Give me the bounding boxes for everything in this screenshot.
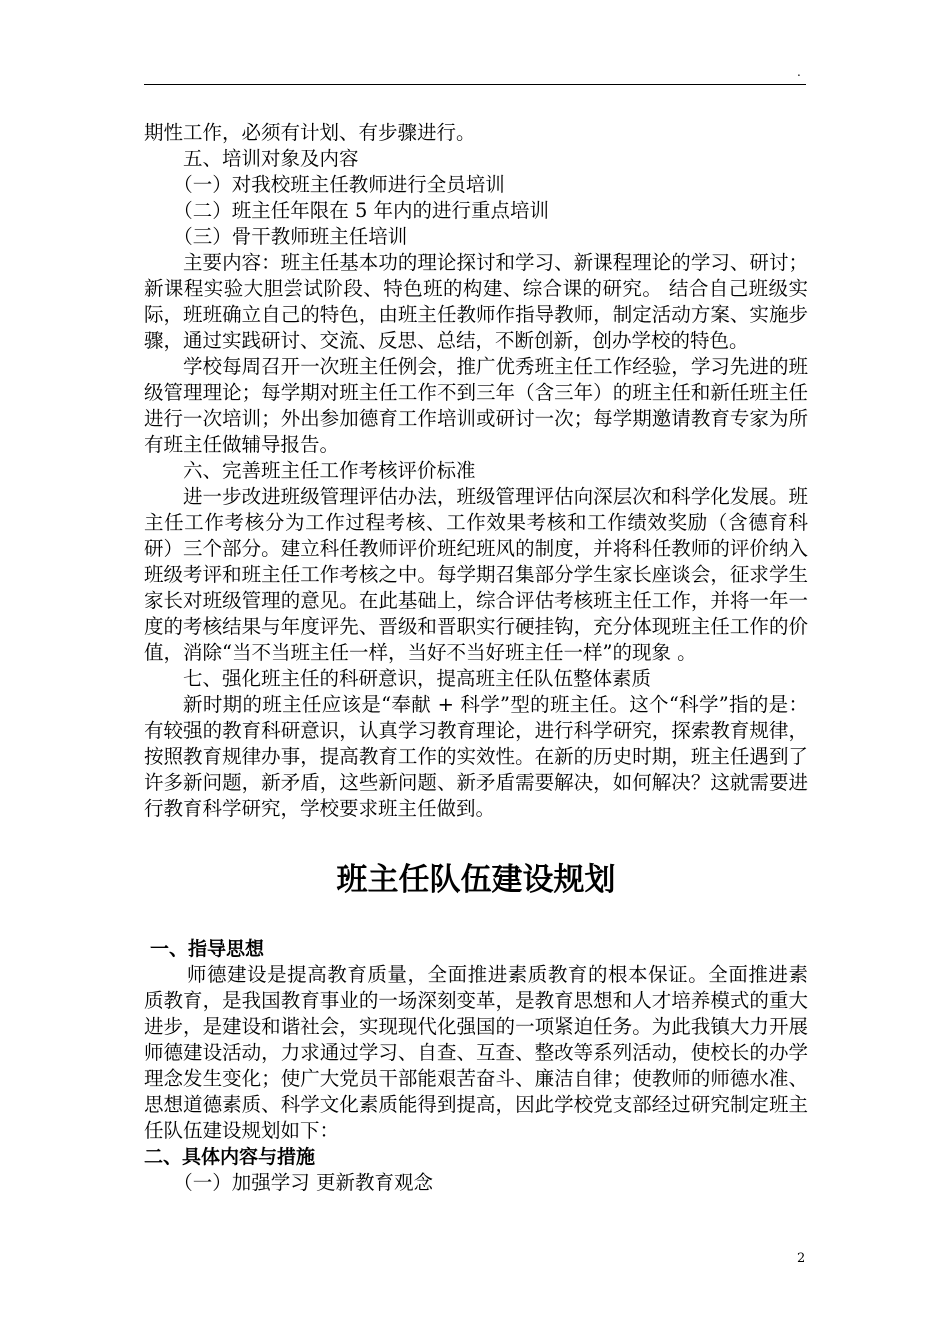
paragraph: 进一步改进班级管理评估办法，班级管理评估向深层次和科学化发展。班主任工作考核分为工作过程考核、工作效果考核和工作绩效奖励（含德育科研）三个部分。建立科任教师评价班纪班风的制度，并将科任教师的评价纳入班级考评和班主任工作考核之中。每学期召集部分学生家长座谈会，征求学生家长对班级管理的意见。在此基础上，综合评估考核班主任工作，并将一年一度的考核结果与年度评先、晋级和晋职实行硬挂钩，充分体现班主任工作的价值，消除“当不当班主任一样，当好不当好班主任一样”的现象 。 <box>144 485 808 664</box>
section-heading-five: 五、培训对象及内容 <box>183 147 359 170</box>
list-item: （一）对我校班主任教师进行全员培训 <box>173 173 505 196</box>
section-heading-seven: 七、强化班主任的科研意识，提高班主任队伍整体素质 <box>183 667 652 690</box>
section-heading-six: 六、完善班主任工作考核评价标准 <box>183 459 476 482</box>
document-body <box>144 120 808 1196</box>
document-title: 班主任队伍建设规划 <box>336 862 616 898</box>
section-heading-measures: 二、具体内容与措施 <box>144 1146 316 1168</box>
list-item: （三）骨干教师班主任培训 <box>173 225 408 248</box>
page-number: 2 <box>797 1251 806 1266</box>
paragraph: 学校每周召开一次班主任例会，推广优秀班主任工作经验，学习先进的班级管理理论；每学期对班主任工作不到三年（含三年）的班主任和新任班主任进行一次培训；外出参加德育工作培训或研讨一次；每学期邀请教育专家为所有班主任做辅导报告。 <box>144 355 808 456</box>
paragraph: 新时期的班主任应该是“奉献 + 科学”型的班主任。这个“科学”指的是：有较强的教育科研意识，认真学习教育理论，进行科学研究，探索教育规律，按照教育规律办事，提高教育工作的实效性。在新的历史时期，班主任遇到了许多新问题，新矛盾，这些新问题、新矛盾需要解决，如何解决？这就需要进行教育科学研究，学校要求班主任做到。 <box>144 693 808 820</box>
subsection-heading: （一）加强学习 更新教育观念 <box>173 1171 433 1194</box>
section-heading-guiding: 一、指导思想 <box>150 938 265 960</box>
paragraph: 期性工作，必须有计划、有步骤进行。 <box>144 121 476 144</box>
list-item: （二）班主任年限在 5 年内的进行重点培训 <box>173 199 550 222</box>
header-mark: . <box>797 65 801 79</box>
paragraph: 主要内容：班主任基本功的理论探讨和学习、新课程理论的学习、研讨；新课程实验大胆尝试阶段、特色班的构建、综合课的研究。 结合自己班级实际，班班确立自己的特色，由班主任教师作指导教师，制定活动方案、实施步骤，通过实践研讨、交流、反思、总结，不断创新，创办学校的特色。 <box>144 251 808 352</box>
header-rule <box>144 84 806 85</box>
paragraph: 师德建设是提高教育质量，全面推进素质教育的根本保证。全面推进素质教育，是我国教育事业的一场深刻变革，是教育思想和人才培养模式的重大进步，是建设和谐社会，实现现代化强国的一项紧迫任务。为此我镇大力开展师德建设活动，力求通过学习、自查、互查、整改等系列活动，使校长的办学理念发生变化；使广大党员干部能艰苦奋斗、廉洁自律；使教师的师德水准、思想道德素质、科学文化素质能得到提高，因此学校党支部经过研究制定班主任队伍建设规划如下： <box>144 963 808 1142</box>
